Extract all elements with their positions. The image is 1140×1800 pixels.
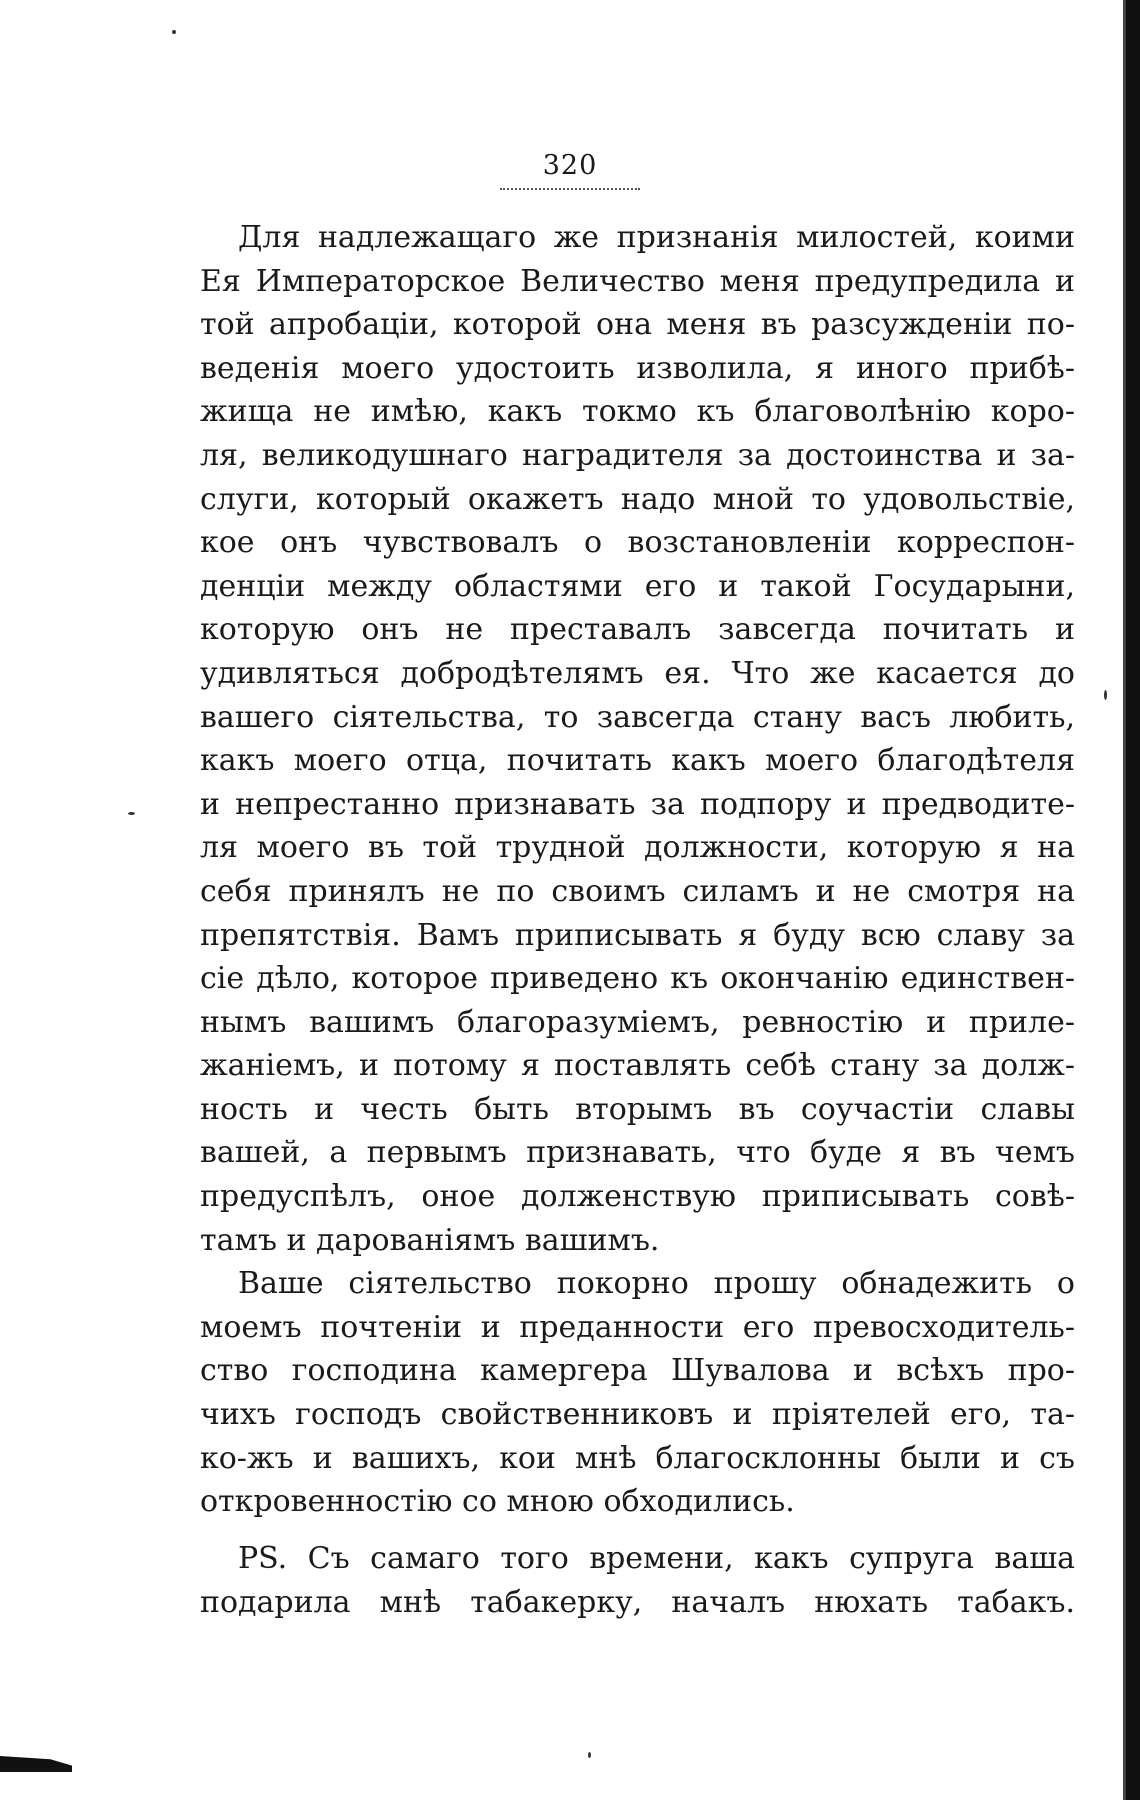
text-line: жаніемъ, и потому я поставлять себѣ стану за долж- [200, 1048, 1075, 1084]
text-line: себя принялъ не по своимъ силамъ и не смотря на [200, 873, 1075, 909]
paragraph [200, 1262, 1075, 1524]
text-line: сіе дѣло, которое приведено къ окончанію единствен- [200, 961, 1075, 997]
header-ornament [500, 188, 640, 196]
text-line: удивляться добродѣтелямъ ея. Что же касается до [200, 655, 1075, 691]
text-line: веденія моего удостоить изволила, я иного прибѣ- [200, 350, 1075, 386]
scan-speck [172, 30, 176, 34]
text-line: Ея Императорское Величество меня предупредила и [200, 263, 1075, 299]
text-line: Ваше сіятельство покорно прошу обнадежить о [238, 1266, 1075, 1302]
paragraph [200, 216, 1075, 1262]
text-line: какъ моего отца, почитать какъ моего благодѣтеля [200, 743, 1075, 779]
text-line: Для надлежащаго же признанія милостей, коими [238, 220, 1075, 255]
postscript-line: подарила мнѣ табакерку, началъ нюхать табакъ. [200, 1584, 1075, 1620]
text-line: вашего сіятельства, то завсегда стану васъ любить, [200, 699, 1075, 735]
letter-body [200, 216, 1075, 1524]
text-line: ля, великодушнаго наградителя за достоинства и за- [200, 437, 1075, 473]
text-line: моемъ почтеніи и преданности его превосходитель- [200, 1309, 1075, 1345]
text-line: тамъ и дарованіямъ вашимъ. [200, 1222, 660, 1258]
text-line: и непрестанно признавать за подпору и предводите- [200, 786, 1075, 822]
text-line: ко-жъ и вашихъ, кои мнѣ благосклонны были и съ [200, 1440, 1075, 1476]
text-line: чихъ господъ свойственниковъ и пріятелей его, та- [200, 1397, 1075, 1433]
text-line: денціи между областями его и такой Государыни, [200, 568, 1075, 604]
text-line: жища не имѣю, какъ токмо къ благоволѣнію коро- [200, 394, 1075, 430]
text-line: ство господина камергера Шувалова и всѣхъ про- [200, 1353, 1075, 1389]
text-line: слуги, который окажетъ надо мной то удовольствіе, [200, 481, 1075, 517]
page-number: 320 [542, 150, 598, 181]
text-line: кое онъ чувствовалъ о возстановленіи корреспон- [200, 525, 1075, 561]
text-line: которую онъ не преставалъ завсегда почитать и [200, 612, 1075, 648]
page-edge-shadow [1126, 0, 1140, 1800]
text-line: предуспѣлъ, оное долженствую приписывать совѣ- [200, 1179, 1075, 1215]
text-line: ность и честь быть вторымъ въ соучастіи славы [200, 1091, 1075, 1127]
postscript-line: PS. Съ самаго того времени, какъ супруга ваша [238, 1541, 1075, 1576]
text-line: вашей, а первымъ признавать, что буде я въ чемъ [200, 1135, 1075, 1171]
text-line: той апробаціи, которой она меня въ разсужденіи по- [200, 307, 1075, 343]
text-line: ля моего въ той трудной должности, которую я на [200, 830, 1075, 866]
text-line: нымъ вашимъ благоразуміемъ, ревностію и приле- [200, 1004, 1075, 1040]
scan-speck [588, 1752, 591, 1758]
postscript [200, 1537, 1075, 1624]
text-line: откровенностію со мною обходились. [200, 1484, 795, 1520]
text-line: препятствія. Вамъ приписывать я буду всю славу за [200, 917, 1075, 953]
page-edge-line [1123, 0, 1126, 1800]
scan-speck [1104, 690, 1107, 700]
scan-speck [128, 812, 135, 815]
scan-corner-mark [0, 1756, 72, 1772]
